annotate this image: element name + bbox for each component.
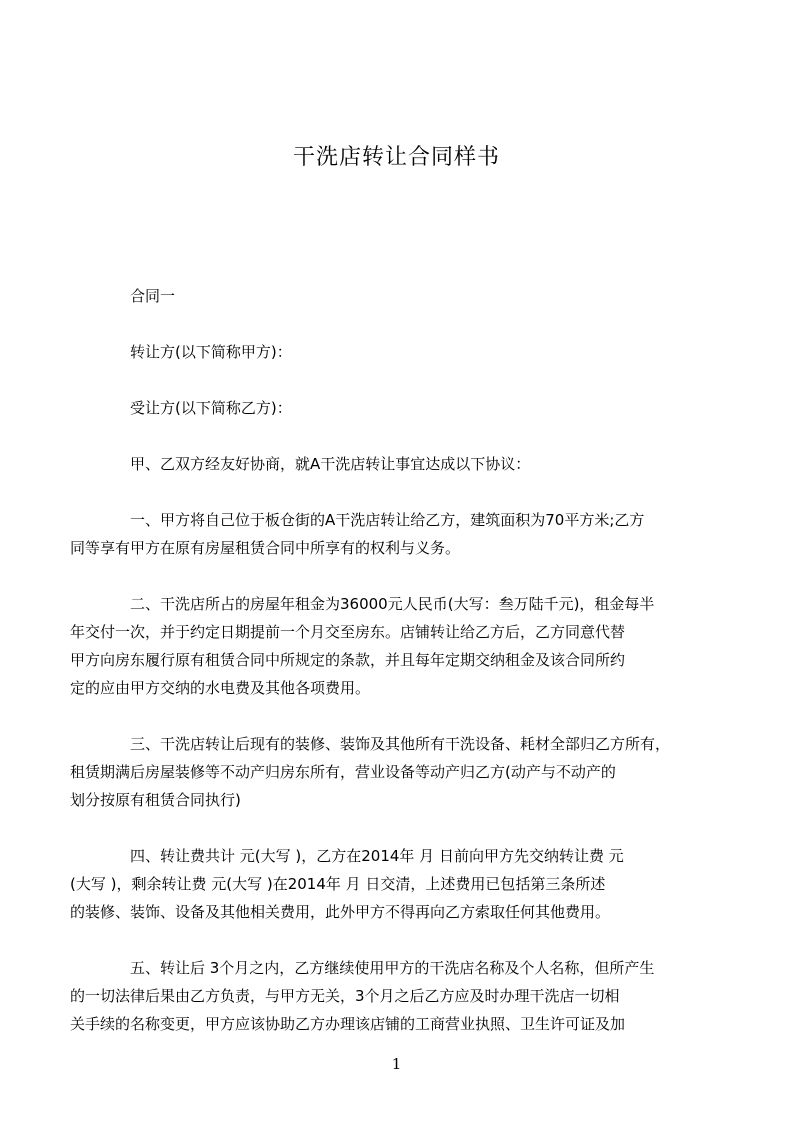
paragraph-line: 甲方向房东履行原有租赁合同中所规定的条款，并且每年定期交纳租金及该合同所约 <box>70 651 626 669</box>
paragraph-line: 的一切法律后果由乙方负责，与甲方无关，3个月之后乙方应及时办理干洗店一切相 <box>70 987 620 1005</box>
paragraph-line: 一、甲方将自己位于板仓街的A干洗店转让给乙方，建筑面积为70平方米;乙方 <box>130 511 645 529</box>
paragraph-line: 关手续的名称变更，甲方应该协助乙方办理该店铺的工商营业执照、卫生许可证及加 <box>70 1015 626 1033</box>
paragraph-line: (大写 )，剩余转让费 元(大写 )在2014年 月 日交清，上述费用已包括第三条所述 <box>70 875 606 893</box>
paragraph-line: 五、转让后 3个月之内，乙方继续使用甲方的干洗店名称及个人名称，但所产生 <box>130 959 655 977</box>
paragraph-preamble <box>100 450 698 478</box>
paragraph-clause-4 <box>70 842 698 926</box>
paragraph-line: 同等享有甲方在原有房屋租赁合同中所享有的权利与义务。 <box>70 539 461 557</box>
page-number: 1 <box>391 1055 402 1073</box>
paragraph-line: 四、转让费共计 元(大写 )，乙方在2014年 月 日前向甲方先交纳转让费 元 <box>130 847 624 865</box>
paragraph-contract-label <box>100 282 698 310</box>
paragraph-clause-5 <box>70 954 698 1038</box>
paragraph-clause-1 <box>70 506 698 562</box>
paragraph-line: 的装修、装饰、设备及其他相关费用，此外甲方不得再向乙方索取任何其他费用。 <box>70 903 611 921</box>
paragraph-line: 合同一 <box>130 287 176 305</box>
paragraph-line: 受让方(以下简称乙方)： <box>130 399 292 417</box>
paragraph-line: 划分按原有租赁合同执行) <box>70 791 241 809</box>
document-title: 干洗店转让合同样书 <box>292 145 500 170</box>
paragraph-transferor <box>100 338 698 366</box>
paragraph-line: 转让方(以下简称甲方)： <box>130 343 292 361</box>
paragraph-line: 三、干洗店转让后现有的装修、装饰及其他所有干洗设备、耗材全部归乙方所有， <box>130 735 671 753</box>
paragraph-line: 定的应由甲方交纳的水电费及其他各项费用。 <box>70 679 371 697</box>
paragraph-transferee <box>100 394 698 422</box>
paragraph-clause-2 <box>70 590 698 702</box>
paragraph-clause-3 <box>70 730 698 814</box>
paragraph-line: 甲、乙双方经友好协商，就A干洗店转让事宜达成以下协议： <box>130 455 531 473</box>
paragraph-line: 年交付一次，并于约定日期提前一个月交至房东。店铺转让给乙方后，乙方同意代替 <box>70 623 626 641</box>
document-body <box>70 282 698 1066</box>
paragraph-line: 租赁期满后房屋装修等不动产归房东所有，营业设备等动产归乙方(动产与不动产的 <box>70 763 616 781</box>
paragraph-line: 二、干洗店所占的房屋年租金为36000元人民币(大写：叁万陆千元)，租金每半 <box>130 595 655 613</box>
